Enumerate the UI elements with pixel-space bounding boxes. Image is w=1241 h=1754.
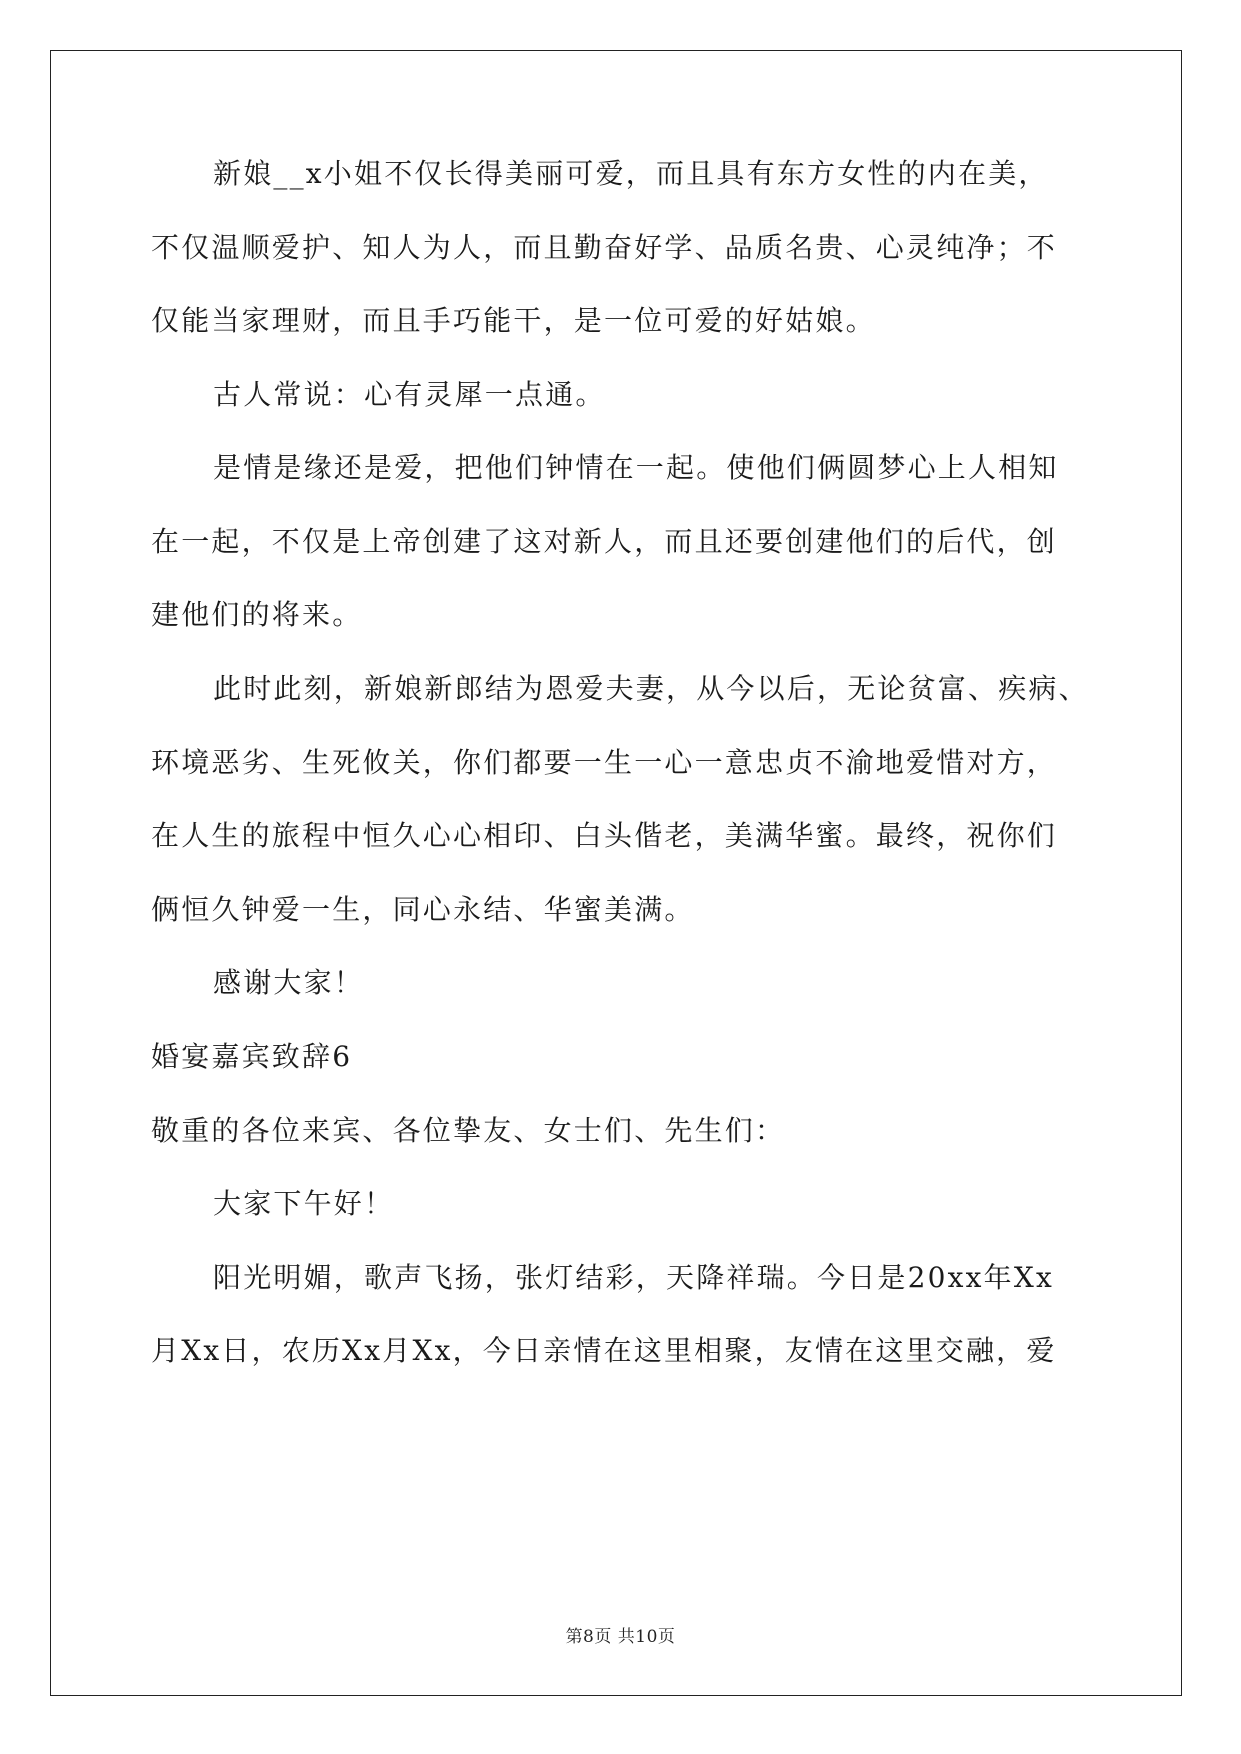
paragraph-line: 是情是缘还是爱，把他们钟情在一起。使他们俩圆梦心上人相知: [213, 451, 1059, 484]
paragraph-line: 新娘__x小姐不仅长得美丽可爱，而且具有东方女性的内在美，: [213, 157, 1049, 190]
paragraph-line: 仅能当家理财，而且手巧能干，是一位可爱的好姑娘。: [151, 304, 876, 337]
paragraph-line: 此时此刻，新娘新郎结为恩爱夫妻，从今以后，无论贫富、疾病、: [213, 672, 1089, 705]
paragraph-line: 古人常说：心有灵犀一点通。: [213, 378, 606, 411]
paragraph-line: 建他们的将来。: [151, 598, 363, 631]
paragraph-line: 环境恶劣、生死攸关，你们都要一生一心一意忠贞不渝地爱惜对方，: [151, 746, 1058, 779]
section-heading: 婚宴嘉宾致辞6: [151, 1040, 353, 1073]
paragraph-line: 感谢大家！: [213, 966, 365, 999]
paragraph-line: 月Xx日，农历Xx月Xx，今日亲情在这里相聚，友情在这里交融，爱: [151, 1334, 1057, 1367]
greeting-line: 大家下午好！: [213, 1187, 395, 1220]
page-border: [50, 50, 1182, 1696]
paragraph-line: 不仅温顺爱护、知人为人，而且勤奋好学、品质名贵、心灵纯净；不: [151, 231, 1058, 264]
paragraph-line: 在一起，不仅是上帝创建了这对新人，而且还要创建他们的后代，创: [151, 525, 1058, 558]
paragraph-line: 在人生的旅程中恒久心心相印、白头偕老，美满华蜜。最终，祝你们: [151, 819, 1058, 852]
paragraph-line: 俩恒久钟爱一生，同心永结、华蜜美满。: [151, 893, 695, 926]
paragraph-line: 阳光明媚，歌声飞扬，张灯结彩，天降祥瑞。今日是20xx年Xx: [213, 1261, 1054, 1294]
salutation-line: 敬重的各位来宾、各位挚友、女士们、先生们：: [151, 1114, 786, 1147]
page-footer: 第8页 共10页: [565, 1627, 676, 1647]
